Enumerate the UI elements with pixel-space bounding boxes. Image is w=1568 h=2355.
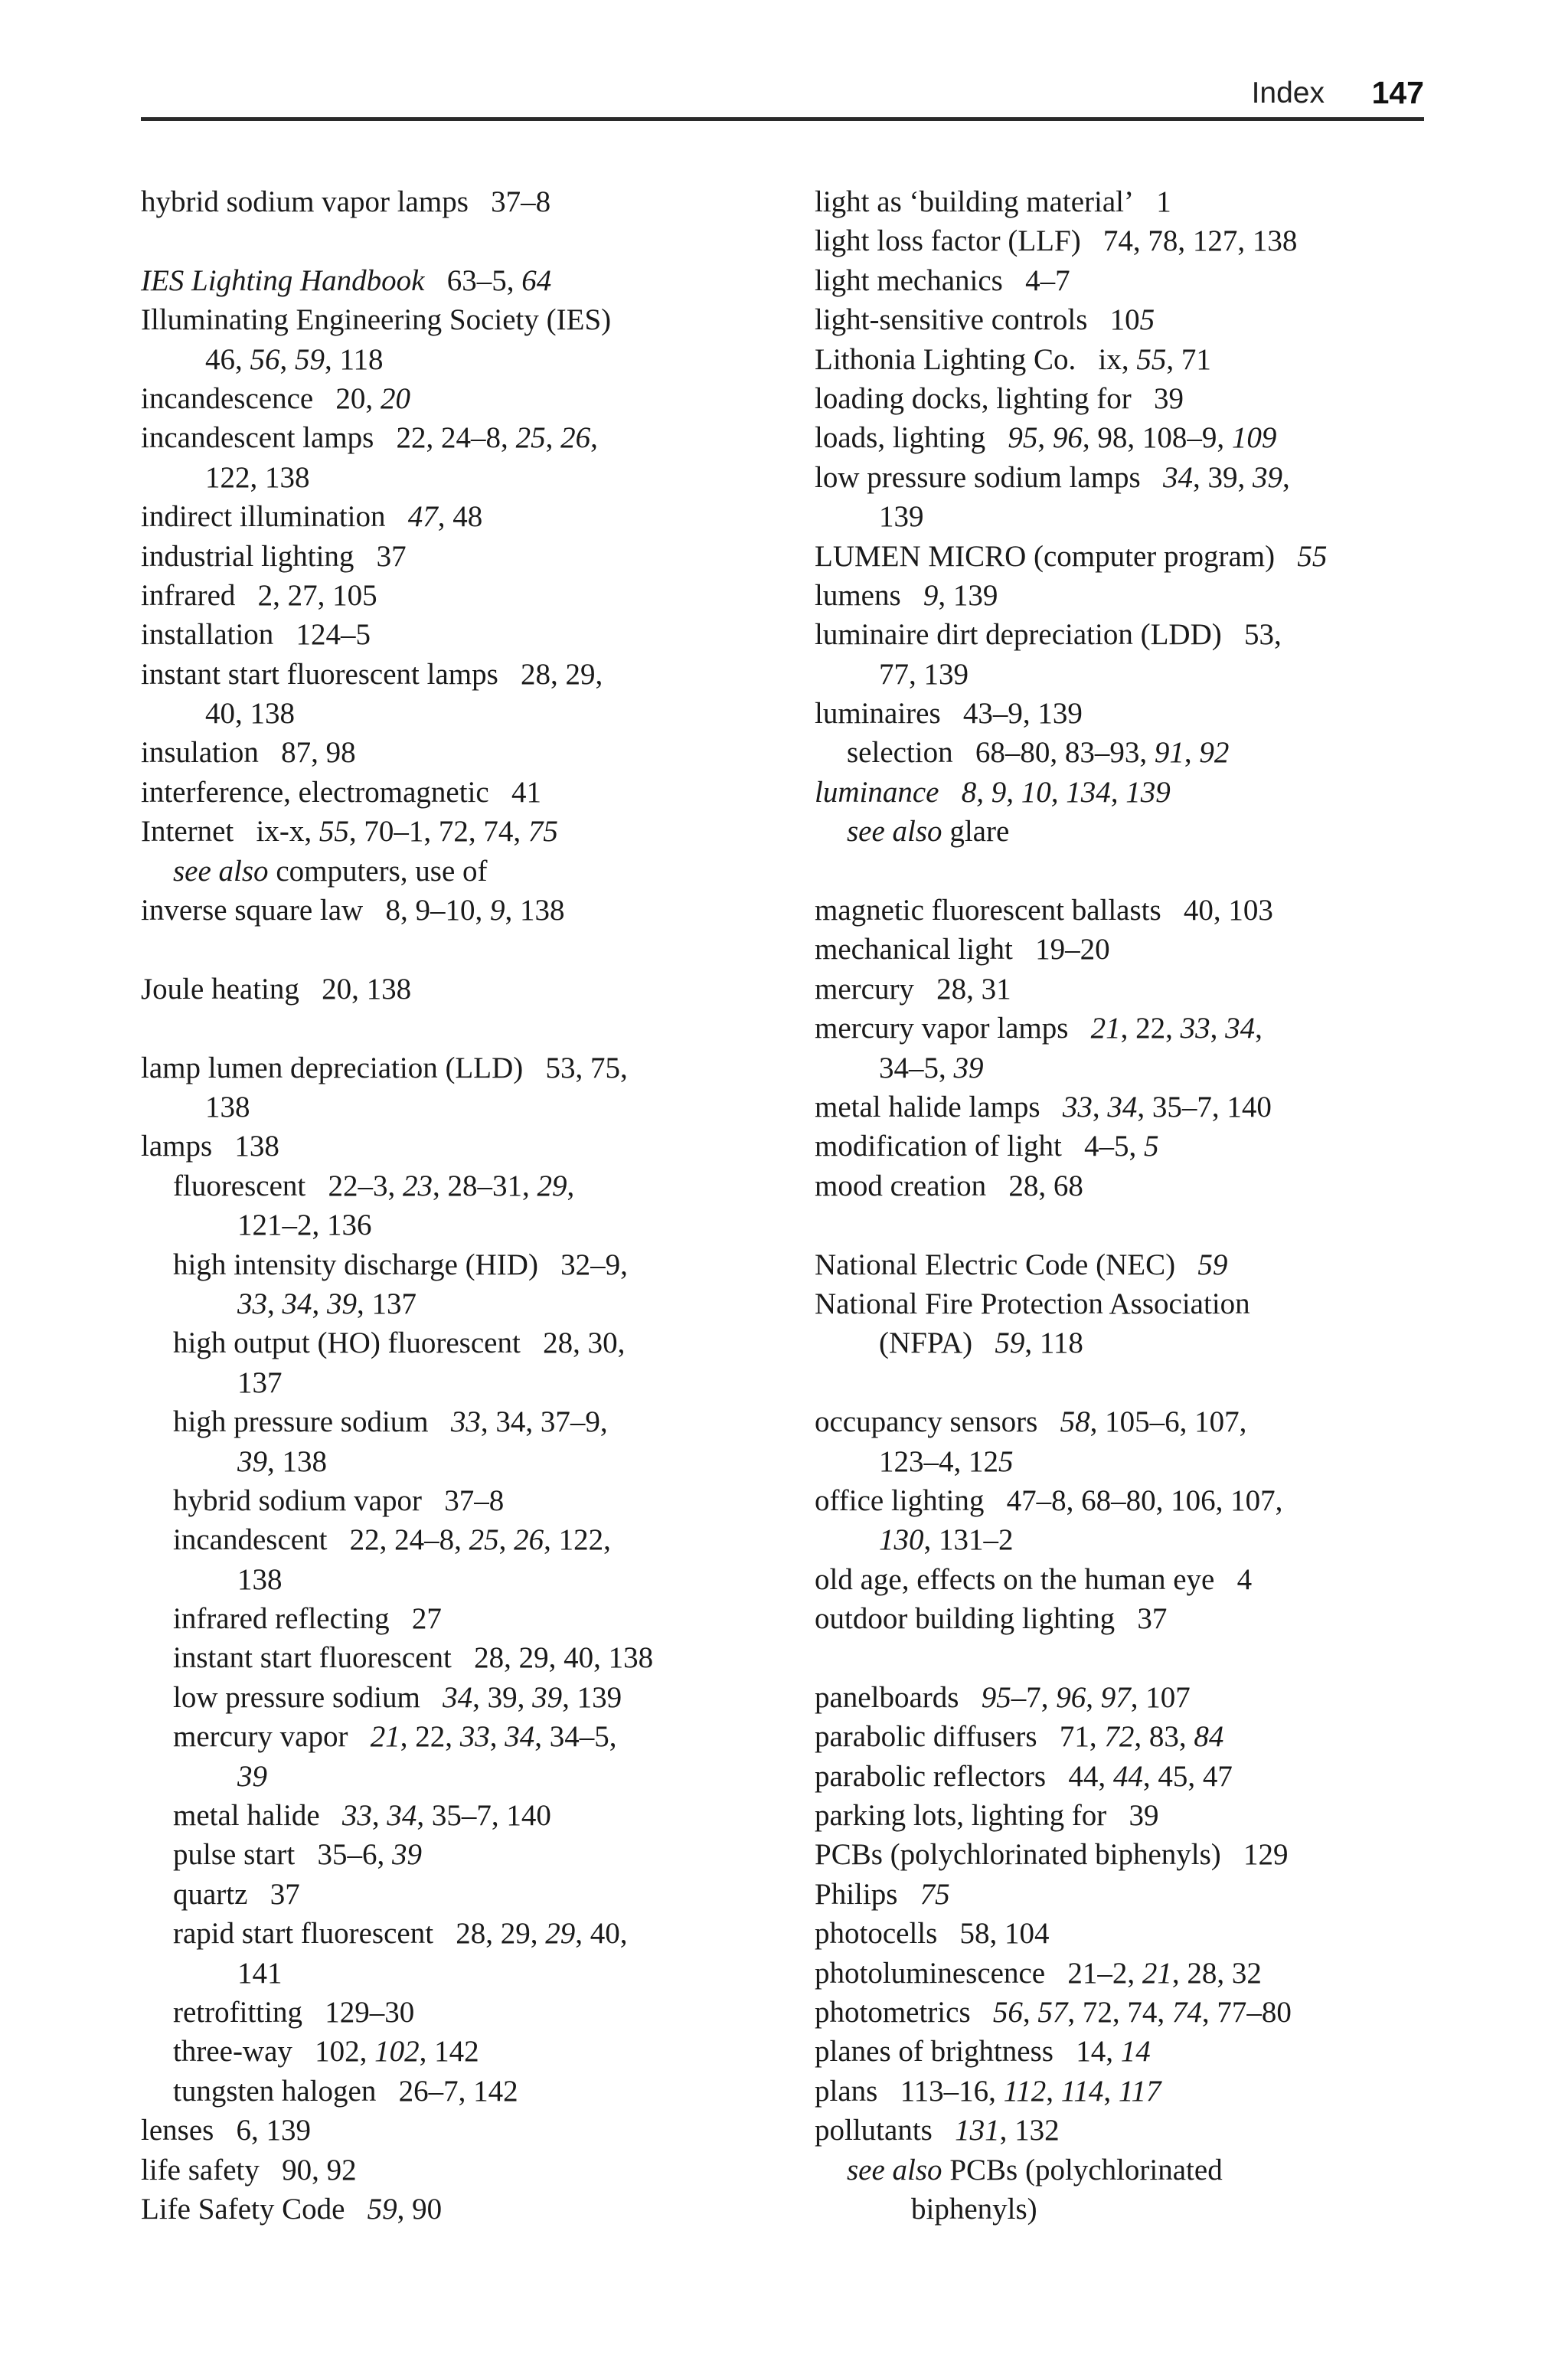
index-entry: mood creation 28, 68: [815, 1169, 1083, 1202]
index-continuation: 39, 138: [237, 1444, 327, 1478]
index-continuation: 138: [237, 1562, 283, 1596]
index-entry: lamps 138: [141, 1130, 279, 1163]
index-entry: Life Safety Code 59, 90: [141, 2192, 443, 2226]
index-continuation: biphenyls): [911, 2192, 1037, 2226]
index-entry: lamp lumen depreciation (LLD) 53, 75,: [141, 1051, 628, 1084]
index-entry: incandescent lamps 22, 24–8, 25, 26,: [141, 421, 598, 455]
index-entry: National Electric Code (NEC) 59: [815, 1248, 1228, 1281]
index-subentry: hybrid sodium vapor 37–8: [173, 1483, 505, 1517]
index-entry: low pressure sodium lamps 34, 39, 39,: [815, 460, 1290, 494]
index-continuation: 121–2, 136: [237, 1209, 372, 1242]
index-entry: parabolic reflectors 44, 44, 45, 47: [815, 1759, 1233, 1793]
index-entry: mercury vapor lamps 21, 22, 33, 34,: [815, 1012, 1263, 1045]
index-entry: parking lots, lighting for 39: [815, 1799, 1159, 1833]
header-rule: [141, 117, 1424, 121]
index-continuation: 123–4, 125: [879, 1444, 1014, 1478]
index-entry: mechanical light 19–20: [815, 933, 1110, 967]
index-continuation: (NFPA) 59, 118: [879, 1326, 1083, 1360]
index-entry: industrial lighting 37: [141, 539, 407, 573]
index-entry: metal halide lamps 33, 34, 35–7, 140: [815, 1090, 1272, 1124]
index-subentry: three-way 102, 102, 142: [173, 2035, 479, 2069]
index-entry: loads, lighting 95, 96, 98, 108–9, 109: [815, 421, 1277, 455]
index-continuation: 122, 138: [205, 460, 310, 494]
index-subentry: low pressure sodium 34, 39, 39, 139: [173, 1680, 622, 1714]
index-entry: IES Lighting Handbook 63–5, 64: [141, 263, 552, 297]
index-entry: parabolic diffusers 71, 72, 83, 84: [815, 1720, 1224, 1754]
index-continuation: 130, 131–2: [879, 1523, 1014, 1557]
index-entry: luminance 8, 9, 10, 134, 139: [815, 775, 1171, 809]
index-entry: old age, effects on the human eye 4: [815, 1562, 1253, 1596]
index-entry: lenses 6, 139: [141, 2114, 312, 2147]
index-subentry: high output (HO) fluorescent 28, 30,: [173, 1326, 626, 1360]
index-subentry: pulse start 35–6, 39: [173, 1838, 422, 1872]
index-spacer: [815, 1638, 1442, 1677]
index-subentry: infrared reflecting 27: [173, 1602, 442, 1636]
index-continuation: 34–5, 39: [879, 1051, 984, 1084]
index-entry: lumens 9, 139: [815, 578, 998, 612]
index-entry: indirect illumination 47, 48: [141, 500, 483, 534]
index-spacer: [141, 930, 776, 969]
index-continuation: 33, 34, 39, 137: [237, 1287, 416, 1320]
index-subentry: fluorescent 22–3, 23, 28–31, 29,: [173, 1169, 575, 1202]
index-continuation: 39: [237, 1759, 267, 1793]
index-continuation: 139: [879, 500, 924, 534]
running-head: [141, 75, 1424, 116]
index-entry: modification of light 4–5, 5: [815, 1130, 1159, 1163]
index-subentry: metal halide 33, 34, 35–7, 140: [173, 1799, 551, 1833]
index-entry: panelboards 95–7, 96, 97, 107: [815, 1680, 1191, 1714]
index-continuation: 137: [237, 1366, 283, 1399]
index-entry: PCBs (polychlorinated biphenyls) 129: [815, 1838, 1289, 1872]
index-entry: incandescence 20, 20: [141, 381, 410, 415]
index-spacer: [141, 1009, 776, 1048]
index-entry: Lithonia Lighting Co. ix, 55, 71: [815, 342, 1211, 376]
index-entry: infrared 2, 27, 105: [141, 578, 377, 612]
index-entry: instant start fluorescent lamps 28, 29,: [141, 657, 603, 691]
index-continuation: 40, 138: [205, 697, 295, 731]
index-entry: photometrics 56, 57, 72, 74, 74, 77–80: [815, 1995, 1292, 2029]
index-subentry: retrofitting 129–30: [173, 1995, 415, 2029]
index-entry: outdoor building lighting 37: [815, 1602, 1168, 1636]
index-spacer: [815, 1205, 1442, 1245]
index-subentry: quartz 37: [173, 1877, 300, 1911]
index-entry: National Fire Protection Association: [815, 1287, 1250, 1320]
index-subentry: incandescent 22, 24–8, 25, 26, 122,: [173, 1523, 611, 1557]
index-entry: inverse square law 8, 9–10, 9, 138: [141, 894, 565, 927]
index-subentry: mercury vapor 21, 22, 33, 34, 34–5,: [173, 1720, 617, 1754]
index-entry: light as ‘building material’ 1: [815, 185, 1171, 218]
index-subentry: rapid start fluorescent 28, 29, 29, 40,: [173, 1917, 628, 1951]
index-subentry: instant start fluorescent 28, 29, 40, 138: [173, 1641, 654, 1675]
index-entry: photocells 58, 104: [815, 1917, 1050, 1951]
index-entry: luminaires 43–9, 139: [815, 697, 1083, 731]
index-spacer: [815, 1363, 1442, 1402]
index-entry: plans 113–16, 112, 114, 117: [815, 2074, 1161, 2108]
index-entry: hybrid sodium vapor lamps 37–8: [141, 185, 551, 218]
index-entry: mercury 28, 31: [815, 972, 1011, 1006]
index-continuation: 138: [205, 1090, 250, 1124]
index-entry: planes of brightness 14, 14: [815, 2035, 1151, 2069]
index-entry: Illuminating Engineering Society (IES): [141, 303, 612, 337]
index-entry: life safety 90, 92: [141, 2153, 357, 2187]
index-subentry: see also PCBs (polychlorinated: [847, 2153, 1223, 2187]
index-spacer: [141, 221, 776, 260]
index-entry: photoluminescence 21–2, 21, 28, 32: [815, 1956, 1262, 1990]
index-continuation: 77, 139: [879, 657, 969, 691]
index-column-right: [815, 182, 1442, 2229]
index-subentry: tungsten halogen 26–7, 142: [173, 2074, 518, 2108]
index-entry: occupancy sensors 58, 105–6, 107,: [815, 1405, 1247, 1439]
index-entry: insulation 87, 98: [141, 736, 356, 770]
index-entry: office lighting 47–8, 68–80, 106, 107,: [815, 1483, 1283, 1517]
page-number: 147: [1371, 75, 1424, 110]
index-entry: installation 124–5: [141, 618, 371, 652]
running-head-section: Index: [1251, 77, 1325, 110]
index-entry: luminaire dirt depreciation (LDD) 53,: [815, 618, 1282, 652]
index-entry: loading docks, lighting for 39: [815, 381, 1184, 415]
index-subentry: selection 68–80, 83–93, 91, 92: [847, 736, 1230, 770]
index-entry: Internet ix-x, 55, 70–1, 72, 74, 75: [141, 815, 558, 849]
index-entry: magnetic fluorescent ballasts 40, 103: [815, 894, 1273, 927]
index-entry: Joule heating 20, 138: [141, 972, 412, 1006]
index-entry: interference, electromagnetic 41: [141, 775, 541, 809]
index-entry: light-sensitive controls 105: [815, 303, 1155, 337]
index-subentry: see also computers, use of: [173, 854, 488, 888]
index-continuation: 46, 56, 59, 118: [205, 342, 384, 376]
index-entry: Philips 75: [815, 1877, 950, 1911]
index-spacer: [815, 852, 1442, 891]
index-subentry: see also glare: [847, 815, 1010, 849]
index-entry: LUMEN MICRO (computer program) 55: [815, 539, 1328, 573]
index-entry: light loss factor (LLF) 74, 78, 127, 138: [815, 224, 1298, 258]
index-subentry: high pressure sodium 33, 34, 37–9,: [173, 1405, 608, 1439]
index-continuation: 141: [237, 1956, 283, 1990]
index-entry: pollutants 131, 132: [815, 2114, 1060, 2147]
index-subentry: high intensity discharge (HID) 32–9,: [173, 1248, 628, 1281]
index-entry: light mechanics 4–7: [815, 263, 1070, 297]
index-column-left: [141, 182, 776, 2229]
